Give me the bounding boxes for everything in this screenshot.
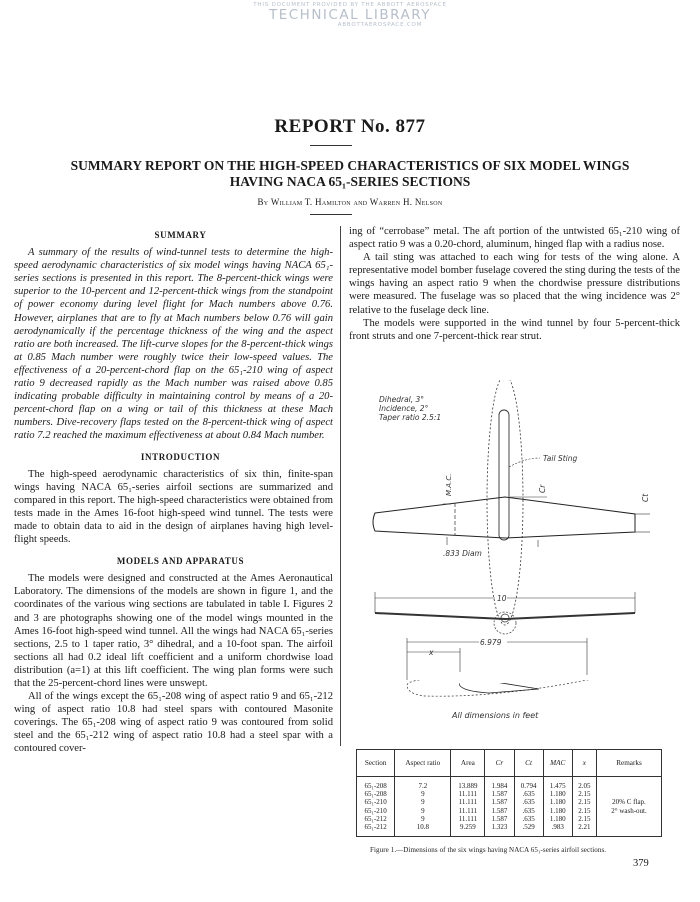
cell: 2.21 [578,823,591,832]
span-label: 10 [497,594,507,603]
introduction-heading: INTRODUCTION [140,451,221,462]
models-paragraph-3: A tail sting was attached to each wing for tests of the wing alone. A representative model bomber fuselage covered the sting during the tests of the wings having an aspect ratio 9 when the chordwise pressure distributions were measured. The fuselage was so placed that the wing incidence was 2° relative to the fuselage deck line. [349,252,680,316]
cell: 1.984 [491,782,508,790]
diameter-label: .833 Diam [443,549,482,558]
page-number: 379 [633,858,649,869]
cell: 11.111 [458,814,478,823]
report-number: REPORT No. 877 [274,116,426,137]
cell: 11.111 [458,798,478,807]
cell: .635 [522,790,535,799]
title-rule-bottom [310,214,352,215]
table-header-row [357,750,662,777]
remarks-column [597,777,662,837]
cell: 1.180 [549,798,566,807]
wing-front-view [375,612,635,620]
x-label: x [429,648,434,657]
cell: .529 [522,823,535,832]
wing-planform-figure [355,380,700,680]
cell: 1.587 [491,790,508,799]
cell: 1.180 [549,790,566,799]
cell: 7.2 [418,782,428,790]
units-note: All dimensions in feet [452,711,539,720]
watermark-url: ABBOTTAEROSPACE.COM [337,22,423,28]
introduction-text: The high-speed aerodynamic characteristics of six thin, finite-span wings having NACA 65₁-series airfoil sections are summarized and compared in this report. The high-speed characteristics were obtained from tests made in the Ames 16-foot high-speed wind tunnel. The tests were made to obtain data to aid in the design of airplanes having high level-flight speeds. [14,468,333,546]
figure-caption: Figure 1.—Dimensions of the six wings having NACA 65₁-series airfoil sections. [370,846,607,854]
tail-sting-label: Tail Sting [543,454,578,463]
cell: .635 [522,798,535,807]
cell: .635 [522,806,535,815]
cell: 65₁-208 [364,782,387,790]
title-rule-top [310,145,352,146]
cr-label: Cr [538,484,547,493]
aspect-ratio-column [395,777,451,837]
left-column [14,229,333,756]
table-row [357,777,662,837]
cell: 2.15 [578,806,591,815]
watermark-line1: THIS DOCUMENT PROVIDED BY THE ABBOTT AEROSPACE [253,2,447,8]
paper-title [0,158,700,190]
title-line-2: HAVING NACA 65₁-SERIES SECTIONS [229,174,471,189]
cr-column [485,777,514,837]
cell: 1.475 [549,782,566,790]
title-line-1: SUMMARY REPORT ON THE HIGH-SPEED CHARACTERISTICS OF SIX MODEL WINGS [70,158,630,173]
cell: .635 [522,814,535,823]
watermark-title: TECHNICAL LIBRARY [268,7,431,23]
summary-heading: SUMMARY [154,230,207,240]
cell: 65₁-210 [364,798,387,807]
note-incidence: Incidence, 2° [379,404,429,413]
header-section: Section [357,750,395,777]
right-column [349,225,680,343]
cell: 1.587 [491,798,508,807]
cell: 9 [421,806,425,815]
header-remarks: Remarks [597,750,662,777]
tail-sting [499,410,509,540]
cell: 13.889 [458,782,478,790]
cell: 1.180 [549,806,566,815]
area-column [451,777,485,837]
cell: 2.15 [578,798,591,807]
header-area: Area [451,750,485,777]
wing-dimensions-table [356,749,662,837]
airfoil-side [459,683,539,697]
cell: 9 [421,798,425,807]
authors: By William T. Hamilton and Warren H. Nelson [257,197,443,207]
cell: 1.587 [491,806,508,815]
header-cr: Cr [485,750,514,777]
column-divider [340,226,341,746]
cell: 9 [421,790,425,799]
header-ct: Ct [514,750,543,777]
cell: 1.180 [549,814,566,823]
x-column [572,777,596,837]
models-heading: MODELS AND APPARATUS [116,556,245,567]
wing-planform [373,497,635,538]
cell: 2.05 [578,782,591,790]
cell: 9.259 [459,823,476,832]
note-taper: Taper ratio 2.5:1 [379,413,442,422]
header-mac: MAC [543,750,572,777]
cell: 11.111 [458,806,478,815]
cell: 0.794 [520,782,537,790]
cell: 2.15 [578,814,591,823]
mac-label: M.A.C. [445,473,453,496]
ct-column [514,777,543,837]
figure-notes [379,395,441,422]
models-paragraph-2: All of the wings except the 65₁-208 wing of aspect ratio 9 and 65₁-212 wing of aspect ratio 10.8 had steel spars with contoured Masonite coverings. The 65₁-208 wing of aspect ratio 9 was contoured from solid steel and the 65₁-212 wing of aspect ratio 10.8 had a steel spar with a contoured cover- [14,691,333,755]
cell: 9 [421,814,425,823]
remark-washout: 2° wash-out. [611,806,647,815]
fuselage-outline [487,380,523,625]
cell: 65₁-208 [364,790,387,799]
remark-flap: 20% C flap. [612,798,646,807]
note-dihedral: Dihedral, 3° [379,395,425,404]
ct-label: Ct [641,493,650,502]
cell: 10.8 [416,823,429,832]
cell: 1.323 [491,823,508,832]
cell: 11.111 [458,790,478,799]
cell: 65₁-210 [364,806,387,815]
header-aspect-ratio: Aspect ratio [395,750,451,777]
models-paragraph-1: The models were designed and constructed at the Ames Aeronautical Laboratory. The dimensions of the models are shown in figure 1, and the coordinates of the various wing sections are tabulated in table I. Figures 2 and 3 are photographs showing one of the model wings mounted in the Ames 16-foot high-speed wind tunnel. All the wings had NACA 65₁-series sections, 2.5 to 1 taper ratio, 3° dihedral, and a 10-foot span. The airfoil sections all had 0.2 ideal lift coefficient and a uniform chordwise load distribution (a=1) at this lift coefficient. The wing plan forms were such that the 25-percent-chord lines were unswept. [14,573,333,689]
summary-text: A summary of the results of wind-tunnel tests to determine the high-speed aerodynamic characteristics of six model wings having NACA 65₁-series sections is presented in this report. The 8-percent-thick wings were superior to the 10-percent and 12-percent-thick wings from the standpoint of power economy during level flight for Mach numbers above 0.76. However, airplanes that are to fly at Mach numbers below 0.76 will gain aerodynamically if the percentage thickness of the wing and the aspect ratio are both increased. The lift-curve slopes for the 8-percent-thick wings at 0.85 Mach number were roughly twice their low-speed values. The effectiveness of a 20-percent-chord flap on the 65₁-210 wing of aspect ratio 9 decreased rapidly as the Mach number was raised above 0.85 indicating probable difficulty in maintaining control by means of a 20-percent-chord flap on a wing or tail of this thickness at these Mach numbers. Dive-recovery flaps tested on the 8-percent-thick wing of aspect ratio 7.2 reached the maximum effectiveness at about 0.84 Mach number. [14,247,333,442]
cell: 65₁-212 [364,823,387,832]
length-label: 6.979 [480,638,502,647]
models-paragraph-2-continued: ing of “cerrobase” metal. The aft portion of the untwisted 65₁-210 wing of aspect ratio 9 was a 0.20-chord, aluminum, hinged flap with a radius nose. [349,226,680,251]
cell: 1.587 [491,814,508,823]
cell: .983 [551,823,564,832]
cell: 2.15 [578,790,591,799]
mac-column [543,777,572,837]
models-paragraph-4: The models were supported in the wind tunnel by four 5-percent-thick front struts and one 7-percent-thick rear strut. [349,317,680,342]
cell: 65₁-212 [364,814,387,823]
section-column [357,777,395,837]
header-x: x [572,750,596,777]
